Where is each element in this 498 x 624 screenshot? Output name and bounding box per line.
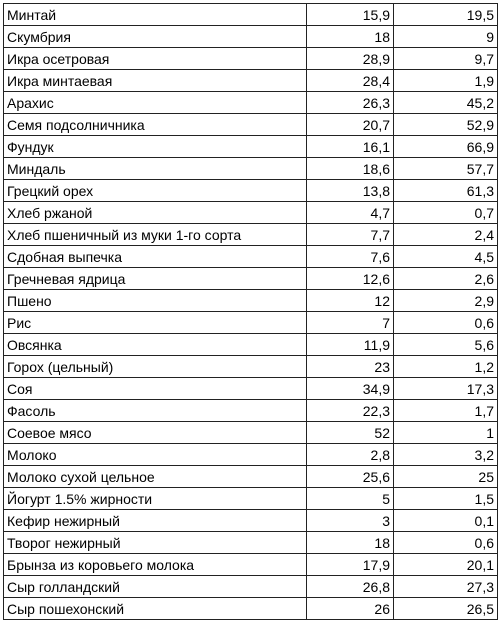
product-name-cell[interactable]: Гречневая ядрица xyxy=(4,268,307,290)
value-cell-2[interactable]: 66,9 xyxy=(394,136,498,158)
table-body xyxy=(4,4,498,620)
product-name-cell[interactable]: Фасоль xyxy=(4,400,307,422)
table-row[interactable] xyxy=(4,136,498,158)
table-row[interactable] xyxy=(4,158,498,180)
product-name-cell[interactable]: Грецкий орех xyxy=(4,180,307,202)
value-cell-1[interactable]: 18 xyxy=(307,532,394,554)
value-cell-2[interactable]: 1,5 xyxy=(394,488,498,510)
value-cell-1[interactable]: 18 xyxy=(307,26,394,48)
product-name-cell[interactable]: Горох (цельный) xyxy=(4,356,307,378)
product-name-cell[interactable]: Пшено xyxy=(4,290,307,312)
value-cell-1[interactable]: 12 xyxy=(307,290,394,312)
product-name-cell[interactable]: Брынза из коровьего молока xyxy=(4,554,307,576)
value-cell-1[interactable]: 26,8 xyxy=(307,576,394,598)
table-row[interactable] xyxy=(4,70,498,92)
table-row[interactable] xyxy=(4,378,498,400)
table-row[interactable] xyxy=(4,554,498,576)
value-cell-2[interactable]: 3,2 xyxy=(394,444,498,466)
value-cell-2[interactable]: 57,7 xyxy=(394,158,498,180)
product-name-cell[interactable]: Хлеб пшеничный из муки 1-го сорта xyxy=(4,224,307,246)
product-name-cell[interactable]: Минтай xyxy=(4,4,307,26)
value-cell-2[interactable]: 2,6 xyxy=(394,268,498,290)
table-row[interactable] xyxy=(4,4,498,26)
value-cell-1[interactable]: 52 xyxy=(307,422,394,444)
value-cell-2[interactable]: 27,3 xyxy=(394,576,498,598)
value-cell-1[interactable]: 26,3 xyxy=(307,92,394,114)
value-cell-2[interactable]: 0,6 xyxy=(394,532,498,554)
product-name-cell[interactable]: Икра минтаевая xyxy=(4,70,307,92)
product-name-cell[interactable]: Сыр голландский xyxy=(4,576,307,598)
value-cell-1[interactable]: 13,8 xyxy=(307,180,394,202)
value-cell-2[interactable]: 9 xyxy=(394,26,498,48)
table-row[interactable] xyxy=(4,26,498,48)
table-row[interactable] xyxy=(4,356,498,378)
value-cell-1[interactable]: 7 xyxy=(307,312,394,334)
value-cell-1[interactable]: 17,9 xyxy=(307,554,394,576)
product-name-cell[interactable]: Семя подсолничника xyxy=(4,114,307,136)
table-row[interactable] xyxy=(4,510,498,532)
product-name-cell[interactable]: Миндаль xyxy=(4,158,307,180)
value-cell-1[interactable]: 25,6 xyxy=(307,466,394,488)
value-cell-2[interactable]: 1,2 xyxy=(394,356,498,378)
table-row[interactable] xyxy=(4,180,498,202)
product-name-cell[interactable]: Скумбрия xyxy=(4,26,307,48)
value-cell-1[interactable]: 16,1 xyxy=(307,136,394,158)
value-cell-1[interactable]: 23 xyxy=(307,356,394,378)
value-cell-2[interactable]: 2,9 xyxy=(394,290,498,312)
table-row[interactable] xyxy=(4,312,498,334)
product-name-cell[interactable]: Фундук xyxy=(4,136,307,158)
product-name-cell[interactable]: Йогурт 1.5% жирности xyxy=(4,488,307,510)
value-cell-1[interactable]: 26 xyxy=(307,598,394,620)
product-name-cell[interactable]: Соя xyxy=(4,378,307,400)
value-cell-2[interactable]: 19,5 xyxy=(394,4,498,26)
table-row[interactable] xyxy=(4,334,498,356)
value-cell-2[interactable]: 20,1 xyxy=(394,554,498,576)
product-name-cell[interactable]: Молоко сухой цельное xyxy=(4,466,307,488)
product-name-cell[interactable]: Соевое мясо xyxy=(4,422,307,444)
table-row[interactable] xyxy=(4,114,498,136)
value-cell-1[interactable]: 7,6 xyxy=(307,246,394,268)
value-cell-1[interactable]: 4,7 xyxy=(307,202,394,224)
value-cell-1[interactable]: 12,6 xyxy=(307,268,394,290)
product-name-cell[interactable]: Рис xyxy=(4,312,307,334)
value-cell-2[interactable]: 26,5 xyxy=(394,598,498,620)
value-cell-2[interactable]: 0,6 xyxy=(394,312,498,334)
data-table xyxy=(3,3,498,620)
value-cell-2[interactable]: 45,2 xyxy=(394,92,498,114)
value-cell-2[interactable]: 1,7 xyxy=(394,400,498,422)
value-cell-2[interactable]: 0,7 xyxy=(394,202,498,224)
table-row[interactable] xyxy=(4,488,498,510)
value-cell-1[interactable]: 5 xyxy=(307,488,394,510)
value-cell-1[interactable]: 18,6 xyxy=(307,158,394,180)
table-row[interactable] xyxy=(4,422,498,444)
value-cell-2[interactable]: 9,7 xyxy=(394,48,498,70)
value-cell-2[interactable]: 0,1 xyxy=(394,510,498,532)
value-cell-1[interactable]: 2,8 xyxy=(307,444,394,466)
product-name-cell[interactable]: Кефир нежирный xyxy=(4,510,307,532)
table-row[interactable] xyxy=(4,290,498,312)
product-name-cell[interactable]: Сдобная выпечка xyxy=(4,246,307,268)
value-cell-2[interactable]: 4,5 xyxy=(394,246,498,268)
value-cell-2[interactable]: 17,3 xyxy=(394,378,498,400)
value-cell-1[interactable]: 28,9 xyxy=(307,48,394,70)
product-name-cell[interactable]: Овсянка xyxy=(4,334,307,356)
value-cell-2[interactable]: 2,4 xyxy=(394,224,498,246)
table-row[interactable] xyxy=(4,202,498,224)
table-row[interactable] xyxy=(4,466,498,488)
value-cell-1[interactable]: 20,7 xyxy=(307,114,394,136)
value-cell-2[interactable]: 25 xyxy=(394,466,498,488)
product-name-cell[interactable]: Творог нежирный xyxy=(4,532,307,554)
table-row[interactable] xyxy=(4,532,498,554)
value-cell-2[interactable]: 1,9 xyxy=(394,70,498,92)
table-row[interactable] xyxy=(4,48,498,70)
value-cell-1[interactable]: 22,3 xyxy=(307,400,394,422)
value-cell-2[interactable]: 1 xyxy=(394,422,498,444)
product-name-cell[interactable]: Молоко xyxy=(4,444,307,466)
value-cell-1[interactable]: 3 xyxy=(307,510,394,532)
table-row[interactable] xyxy=(4,224,498,246)
table-row[interactable] xyxy=(4,400,498,422)
value-cell-1[interactable]: 28,4 xyxy=(307,70,394,92)
product-name-cell[interactable]: Сыр пошехонский xyxy=(4,598,307,620)
product-name-cell[interactable]: Арахис xyxy=(4,92,307,114)
value-cell-2[interactable]: 52,9 xyxy=(394,114,498,136)
table-row[interactable] xyxy=(4,598,498,620)
value-cell-1[interactable]: 7,7 xyxy=(307,224,394,246)
table-row[interactable] xyxy=(4,268,498,290)
value-cell-2[interactable]: 61,3 xyxy=(394,180,498,202)
value-cell-1[interactable]: 11,9 xyxy=(307,334,394,356)
product-name-cell[interactable]: Икра осетровая xyxy=(4,48,307,70)
table-row[interactable] xyxy=(4,444,498,466)
value-cell-1[interactable]: 15,9 xyxy=(307,4,394,26)
value-cell-2[interactable]: 5,6 xyxy=(394,334,498,356)
table-row[interactable] xyxy=(4,246,498,268)
table-row[interactable] xyxy=(4,92,498,114)
value-cell-1[interactable]: 34,9 xyxy=(307,378,394,400)
product-name-cell[interactable]: Хлеб ржаной xyxy=(4,202,307,224)
table-row[interactable] xyxy=(4,576,498,598)
